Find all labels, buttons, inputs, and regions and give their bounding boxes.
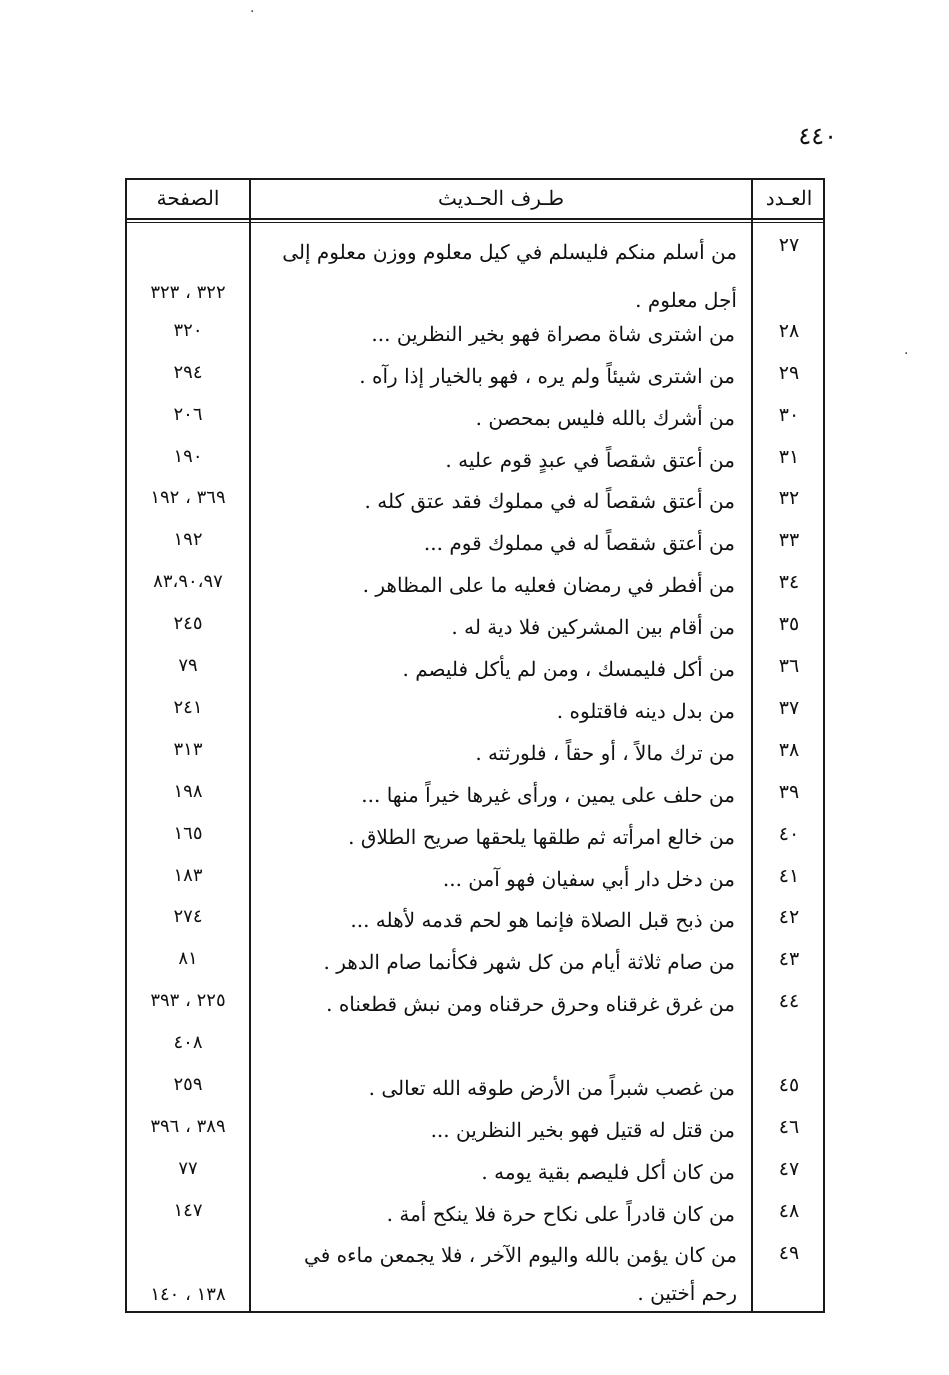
- hadith-text: من دخل دار أبي سفيان فهو آمن ...: [442, 867, 735, 891]
- row-number: ٣٦: [778, 655, 800, 677]
- row-number: ٤٦: [778, 1116, 800, 1138]
- hadith-text: من غصب شبراً من الأرض طوقه الله تعالى .: [368, 1076, 735, 1100]
- page-ref: ٣٨٩ ، ٣٩٦: [150, 1116, 226, 1137]
- page-ref: ٧٧: [178, 1158, 198, 1179]
- hadith-text: من اشترى شاة مصراة فهو بخير النظرين ...: [371, 322, 735, 346]
- hadith-text: من بدل دينه فاقتلوه .: [556, 699, 735, 723]
- hadith-text: من أشرك بالله فليس بمحصن .: [475, 406, 735, 430]
- header-number: العـدد: [765, 186, 813, 210]
- row-number: ٤٠: [778, 823, 800, 845]
- page-ref: ٣٢٢ ، ٣٢٣: [150, 282, 226, 303]
- row-number: ٢٩: [778, 362, 800, 384]
- row-number: ٤٥: [778, 1074, 800, 1096]
- hadith-text: من ذبح قبل الصلاة فإنما هو لحم قدمه لأهله ...: [350, 908, 735, 932]
- hadith-text: من أقام بين المشركين فلا دية له .: [451, 615, 735, 639]
- page-ref: ٣٢٠: [173, 320, 203, 341]
- row-number: ٤٧: [778, 1158, 800, 1180]
- stray-mark: ·: [904, 346, 909, 362]
- row-number: ٣٧: [778, 697, 800, 719]
- stray-mark: ·: [250, 4, 255, 20]
- hadith-text: من كان قادراً على نكاح حرة فلا ينكح أمة .: [386, 1202, 735, 1226]
- page-ref-continued: ٤٠٨: [173, 1032, 203, 1053]
- row-number: ٤٢: [778, 906, 800, 928]
- row-number: ٣١: [778, 446, 800, 468]
- hadith-index-table: [125, 178, 825, 1313]
- hadith-text: من قتل له قتيل فهو بخير النظرين ...: [430, 1118, 735, 1142]
- page-ref: ٨٣،٩٠،٩٧: [153, 571, 223, 592]
- page-ref: ٧٩: [178, 655, 198, 676]
- page-ref: ٢٧٤: [173, 906, 203, 927]
- hadith-text: من أعتق شقصاً له في مملوك قوم ...: [423, 531, 735, 555]
- page-number: ٤٤٠: [798, 122, 837, 150]
- row-number: ٤٤: [778, 990, 800, 1012]
- row-number: ٣٤: [778, 571, 800, 593]
- row-number: ٣٣: [778, 529, 800, 551]
- row-number: ٣٩: [778, 781, 800, 803]
- page-ref: ٢٤١: [173, 697, 203, 718]
- page-ref: ٢٠٦: [173, 404, 203, 425]
- page-ref: ٣١٣: [173, 739, 203, 760]
- hadith-text: من أعتق شقصاً له في مملوك فقد عتق كله .: [364, 489, 735, 513]
- hadith-text: من اشترى شيئاً ولم يره ، فهو بالخيار إذا رآه .: [359, 364, 735, 388]
- hadith-text: من غرق غرقناه وحرق حرقناه ومن نبش قطعناه .: [326, 992, 735, 1016]
- hadith-text: من ترك مالاً ، أو حقاً ، فلورثته .: [475, 741, 735, 765]
- page-ref: ٢٢٥ ، ٣٩٣: [150, 990, 226, 1011]
- hadith-text: من صام ثلاثة أيام من كل شهر فكأنما صام الدهر .: [323, 950, 735, 974]
- hadith-text: من أفطر في رمضان فعليه ما على المظاهر .: [362, 573, 735, 597]
- page-ref: ٣٦٩ ، ١٩٢: [150, 487, 226, 508]
- page-ref: ١٦٥: [173, 823, 203, 844]
- page-ref: ١٩٢: [173, 529, 203, 550]
- page-ref: ٨١: [178, 948, 198, 969]
- page-ref: ٢٤٥: [173, 613, 203, 634]
- hadith-text: من أكل فليمسك ، ومن لم يأكل فليصم .: [402, 657, 735, 681]
- hadith-text: من أسلم منكم فليسلم في كيل معلوم ووزن معلوم إلى أجل معلوم .: [282, 240, 737, 312]
- header-page: الصفحة: [156, 186, 220, 210]
- row-number: ٤٣: [778, 948, 800, 970]
- hadith-text: من كان يؤمن بالله واليوم الآخر ، فلا يجمعن ماءه في رحم أختين .: [304, 1243, 737, 1305]
- row-number: ٣٥: [778, 613, 800, 635]
- table-body: [127, 180, 827, 1311]
- row-number: ٣٢: [778, 487, 800, 509]
- row-number: ٣٠: [778, 404, 800, 426]
- page-ref: ١٤٧: [173, 1200, 203, 1221]
- row-number: ٤٩: [778, 1242, 800, 1264]
- page-ref: ٢٩٤: [173, 362, 203, 383]
- hadith-text: من كان أكل فليصم بقية يومه .: [481, 1160, 735, 1184]
- row-number: ٣٨: [778, 739, 800, 761]
- row-number: ٤٨: [778, 1200, 800, 1222]
- row-number: ٢٧: [778, 234, 800, 256]
- hadith-text: من خالع امرأته ثم طلقها يلحقها صريح الطلاق .: [348, 825, 735, 849]
- page-ref: ١٣٨ ، ١٤٠: [150, 1284, 226, 1305]
- row-number: ٤١: [778, 865, 800, 887]
- page-ref: ١٨٣: [173, 865, 203, 886]
- header-hadith-text: طـرف الحـديث: [437, 186, 565, 210]
- hadith-text: من أعتق شقصاً في عبدٍ قوم عليه .: [445, 448, 735, 472]
- hadith-text: من حلف على يمين ، ورأى غيرها خيراً منها ...: [361, 783, 735, 807]
- page-ref: ١٩٨: [173, 781, 203, 802]
- row-number: ٢٨: [778, 320, 800, 342]
- page-ref: ١٩٠: [173, 446, 203, 467]
- page-ref: ٢٥٩: [173, 1074, 203, 1095]
